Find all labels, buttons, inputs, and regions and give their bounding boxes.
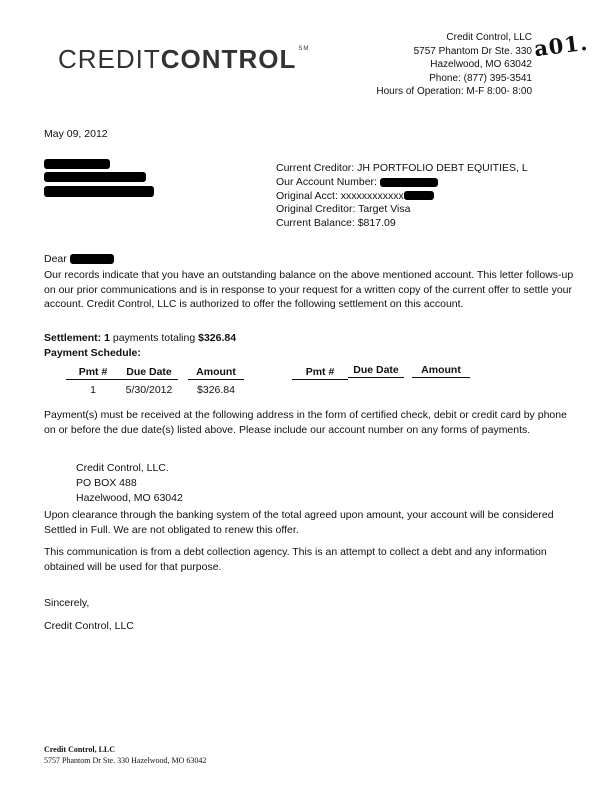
footer-company: Credit Control, LLC <box>44 745 116 754</box>
header-due-date-2: Due Date <box>348 364 404 378</box>
logo-suffix: CONTROL <box>160 44 297 74</box>
footer <box>44 744 206 766</box>
header-amount-2: Amount <box>412 364 470 378</box>
handwritten-note: a01. <box>532 29 590 62</box>
debt-collection-notice: This communication is from a debt collection agency. This is an attempt to collect a debt and any information obtained will be used for that purpose. <box>44 546 547 573</box>
payment-schedule-label: Payment Schedule: <box>44 347 141 359</box>
redacted-account-number <box>380 178 438 187</box>
payment-instructions: Payment(s) must be received at the following address in the form of certified check, debit or credit card by phone on or before the due date(s) listed above. Please include our account number on any forms of payments. <box>44 409 567 436</box>
logo-prefix: CREDIT <box>58 44 161 74</box>
footer-address: 5757 Phantom Dr Ste. 330 Hazelwood, MO 63042 <box>44 756 207 765</box>
closing: Sincerely, <box>44 597 90 609</box>
settlement-count: 1 <box>104 332 110 344</box>
redacted-recipient-name <box>44 159 110 169</box>
letterhead-city: Hazelwood, MO 63042 <box>430 59 532 70</box>
greeting: Dear <box>44 253 114 265</box>
settlement-total: $326.84 <box>198 332 237 344</box>
redacted-recipient-city <box>44 186 154 197</box>
logo-service-mark: SM <box>298 46 310 52</box>
row-amount: $326.84 <box>197 384 235 396</box>
row-pmt: 1 <box>90 384 96 396</box>
original-creditor: Original Creditor: Target Visa <box>276 203 411 216</box>
redacted-greeting-name <box>70 254 114 264</box>
signature: Credit Control, LLC <box>44 620 134 632</box>
redacted-recipient-street <box>44 172 146 182</box>
header-pmt: Pmt # <box>66 366 120 380</box>
settlement-text: payments totaling <box>112 332 196 344</box>
intro-paragraph: Our records indicate that you have an outstanding balance on the above mentioned account. This letter follows-up on our prior communications and is in response to your request for a written copy of the current offer to settle your account. Credit Control, LLC is authorized to offer the following settlement on this account. <box>44 269 574 310</box>
settlement-label: Settlement: <box>44 332 102 344</box>
current-creditor: Current Creditor: JH PORTFOLIO DEBT EQUITIES, L <box>276 162 528 174</box>
letterhead-phone: Phone: (877) 395-3541 <box>429 72 532 84</box>
letter-date: May 09, 2012 <box>44 128 108 140</box>
redacted-original-account <box>404 191 434 200</box>
letterhead-company: Credit Control, LLC <box>446 32 532 43</box>
letterhead-hours: Hours of Operation: M-F 8:00- 8:00 <box>376 86 532 97</box>
remit-address: Credit Control, LLC. PO BOX 488 Hazelwood, MO 63042 <box>76 462 183 504</box>
payment-schedule-table <box>0 366 612 406</box>
our-account-number: Our Account Number: <box>276 176 528 190</box>
row-due-date: 5/30/2012 <box>125 384 173 396</box>
header-pmt-2: Pmt # <box>292 366 348 380</box>
header-amount: Amount <box>188 366 244 380</box>
account-info <box>276 162 528 231</box>
original-account: Original Acct: xxxxxxxxxxxx <box>276 190 528 204</box>
current-balance: Current Balance: $817.09 <box>276 217 396 230</box>
settlement-summary <box>44 331 236 361</box>
company-logo <box>58 44 309 75</box>
header-due-date: Due Date <box>120 366 178 380</box>
letterhead-address <box>352 31 532 99</box>
settlement-terms: Upon clearance through the banking system of the total agreed upon amount, your account will be considered Settled in Full. We are not obligated to renew this offer. <box>44 509 554 536</box>
letterhead-street: 5757 Phantom Dr Ste. 330 <box>413 45 532 57</box>
